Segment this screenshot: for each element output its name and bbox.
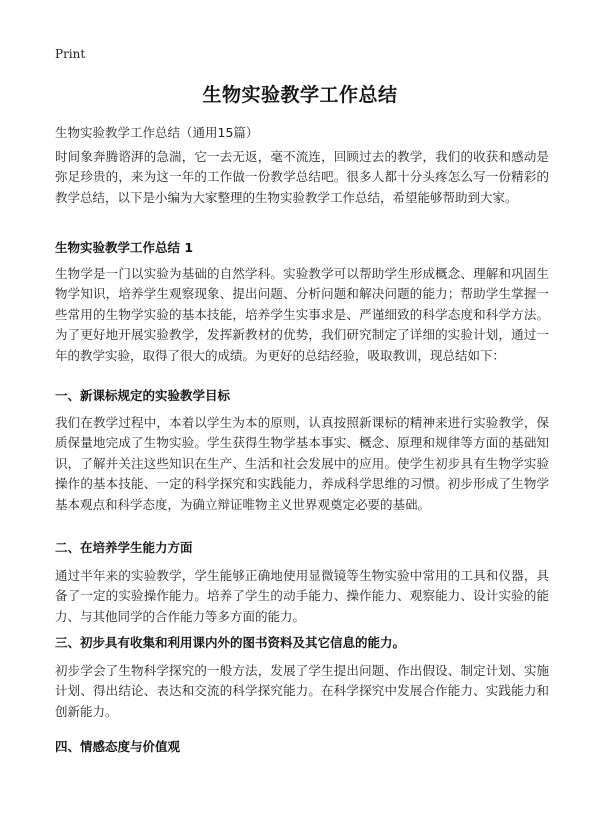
section-heading: 生物实验教学工作总结 1 <box>55 240 194 255</box>
paragraph-4: 初步学会了生物科学探究的一般方法，发展了学生提出问题、作出假设、制定计划、实施计划、得出结论、表达和交流的科学探究能力。在科学探究中发展合作能力、实践能力和创新能力。 <box>55 663 549 719</box>
paragraph-3: 通过半年来的实验教学，学生能够正确地使用显微镜等生物实验中常用的工具和仪器，具备了一定的实验操作能力。培养了学生的动手能力、操作能力、观察能力、设计实验的能力、与其他同学的合作能力等多方面的能力。 <box>55 568 549 624</box>
intro-paragraph: 时间象奔腾谘湃的急湍，它一去无返，毫不流连，回顾过去的教学，我们的收获和感动是弥足珍贵的，来为这一年的工作做一份教学总结吧。很多人都十分头疼怎么写一份精彩的教学总结，以下是小编为大家整理的生物实验教学工作总结，希望能够帮助到大家。 <box>55 149 549 205</box>
page-title: 生物实验教学工作总结 <box>202 84 398 106</box>
print-link[interactable]: Print <box>55 47 86 61</box>
heading-4: 四、情感态度与价值观 <box>55 739 181 754</box>
heading-2: 二、在培养学生能力方面 <box>55 540 193 555</box>
heading-1: 一、新课标规定的实验教学目标 <box>55 388 231 403</box>
document-subtitle: 生物实验教学工作总结（通用15篇） <box>55 125 259 140</box>
paragraph-1: 生物学是一门以实验为基础的自然学科。实验教学可以帮助学生形成概念、理解和巩固生物学知识，培养学生观察现象、提出问题、分析问题和解决问题的能力；帮助学生掌握一些常用的生物学实验的基本技能，培养学生实事求是、严谨细致的科学态度和科学方法。为了更好地开展实验教学，发挥新教材的优势，我们研究制定了详细的实验计划，通过一年的教学实验，取得了很大的成绩。为更好的总结经验，吸取教训，现总结如下： <box>55 266 549 363</box>
paragraph-2: 我们在教学过程中，本着以学生为本的原则，认真按照新课标的精神来进行实验教学，保质保量地完成了生物实验。学生获得生物学基本事实、概念、原理和规律等方面的基础知识，了解并关注这些知识在生产、生活和社会发展中的应用。使学生初步具有生物学实验操作的基本技能、一定的科学探究和实践能力，养成科学思维的习惯。初步形成了生物学基本观点和科学态度，为确立辩证唯物主义世界观奠定必要的基础。 <box>55 415 549 512</box>
heading-3: 三、初步具有收集和利用课内外的图书资料及其它信息的能力。 <box>55 635 406 650</box>
